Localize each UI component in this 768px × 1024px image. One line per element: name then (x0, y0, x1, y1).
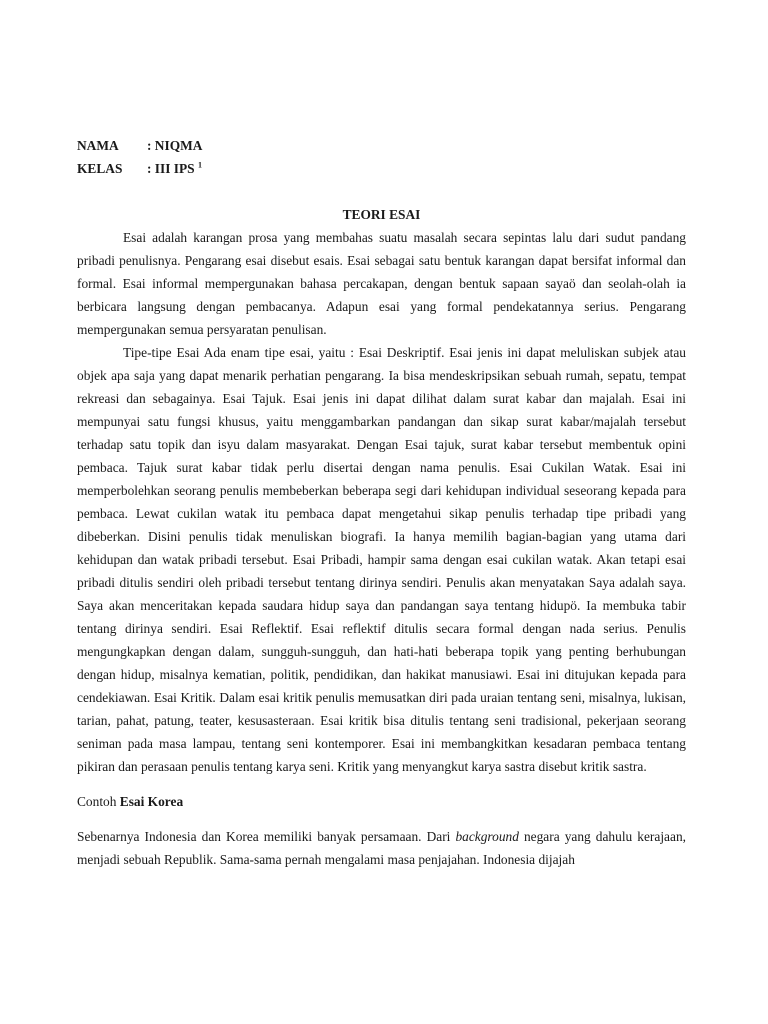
name-value: : NIQMA (147, 138, 203, 153)
class-value: : III IPS (147, 161, 195, 176)
section-heading (77, 790, 686, 813)
document-page (77, 134, 686, 871)
class-value-wrap (147, 157, 202, 180)
korea-text-end: negara yang dahulu kerajaan, menjadi sebuah Republik. Sama-sama pernah mengalami masa penjajahan. Indonesia dijajah (77, 829, 686, 867)
class-superscript: 1 (198, 160, 202, 170)
korea-text-start: Sebenarnya Indonesia dan Korea memiliki banyak persamaan. Dari (77, 829, 456, 844)
document-title: TEORI ESAI (342, 207, 421, 222)
paragraph-types: Tipe-tipe Esai Ada enam tipe esai, yaitu : Esai Deskriptif. Esai jenis ini dapat meluliskan subjek atau objek apa saja yang dapat menarik perhatian pengarang. Ia bisa mendeskripsikan sebuah rumah, sepatu, tempat rekreasi dan sebagainya. Esai Tajuk. Esai jenis ini dapat dilihat dalam surat kabar dan majalah. Esai ini mempunyai satu fungsi khusus, yaitu menggambarkan pandangan dan sikap surat kabar/majalah tersebut terhadap satu topik dan isyu dalam masyarakat. Dengan Esai tajuk, surat kabar tersebut membentuk opini pembaca. Tajuk surat kabar tidak perlu disertai dengan nama penulis. Esai Cukilan Watak. Esai ini memperbolehkan seorang penulis membeberkan beberapa segi dari kehidupan individual seseorang kepada para pembaca. Lewat cukilan watak itu pembaca dapat mengetahui sikap penulis terhadap tipe pribadi yang dibeberkan. Disini penulis tidak menuliskan biografi. Ia hanya memilih bagian-bagian yang utama dari kehidupan dan watak pribadi tersebut. Esai Pribadi, hampir sama dengan esai cukilan watak. Akan tetapi esai pribadi ditulis sendiri oleh pribadi tersebut tentang dirinya sendiri. Penulis akan menyatakan Saya adalah saya. Saya akan menceritakan kepada saudara hidup saya dan pandangan saya tentang hidupö. Ia membuka tabir tentang dirinya sendiri. Esai Reflektif. Esai reflektif ditulis secara formal dengan nada serius. Penulis mengungkapkan dengan dalam, sungguh-sungguh, dan hati-hati beberapa topik yang penting berhubungan dengan hidup, misalnya kematian, politik, pendidikan, dan hakikat manusiawi. Esai ini ditujukan kepada para cendekiawan. Esai Kritik. Dalam esai kritik penulis memusatkan diri pada uraian tentang seni, misalnya, lukisan, tarian, pahat, patung, teater, kesusasteraan. Esai kritik bisa ditulis tentang seni tradisional, pekerjaan seorang seniman pada masa lampau, tentang seni kontemporer. Esai ini membangkitkan kesadaran pembaca tentang pikiran dan perasaan penulis tentang karya seni. Kritik yang menyangkut karya sastra disebut kritik sastra. (77, 345, 686, 774)
section-bold: Esai Korea (119, 794, 184, 809)
paragraph-definition: Esai adalah karangan prosa yang membahas suatu masalah secara sepintas lalu dari sudut pandang pribadi penulisnya. Pengarang esai disebut esais. Esai sebagai satu bentuk karangan dapat bersifat informal dan formal. Esai informal mempergunakan bahasa percakapan, dengan bentuk sapaan sayaö dan seolah-olah ia berbicara langsung dengan pembacanya. Adapun esai yang formal pendekatannya serius. Pengarang mempergunakan semua persyaratan penulisan. (77, 230, 686, 337)
korea-italic-word: background (455, 829, 519, 844)
section-prefix: Contoh (77, 794, 120, 809)
class-label: KELAS (77, 161, 123, 176)
class-row (77, 157, 686, 180)
paragraph-korea (77, 825, 686, 871)
name-row (77, 134, 686, 157)
name-label: NAMA (77, 138, 119, 153)
